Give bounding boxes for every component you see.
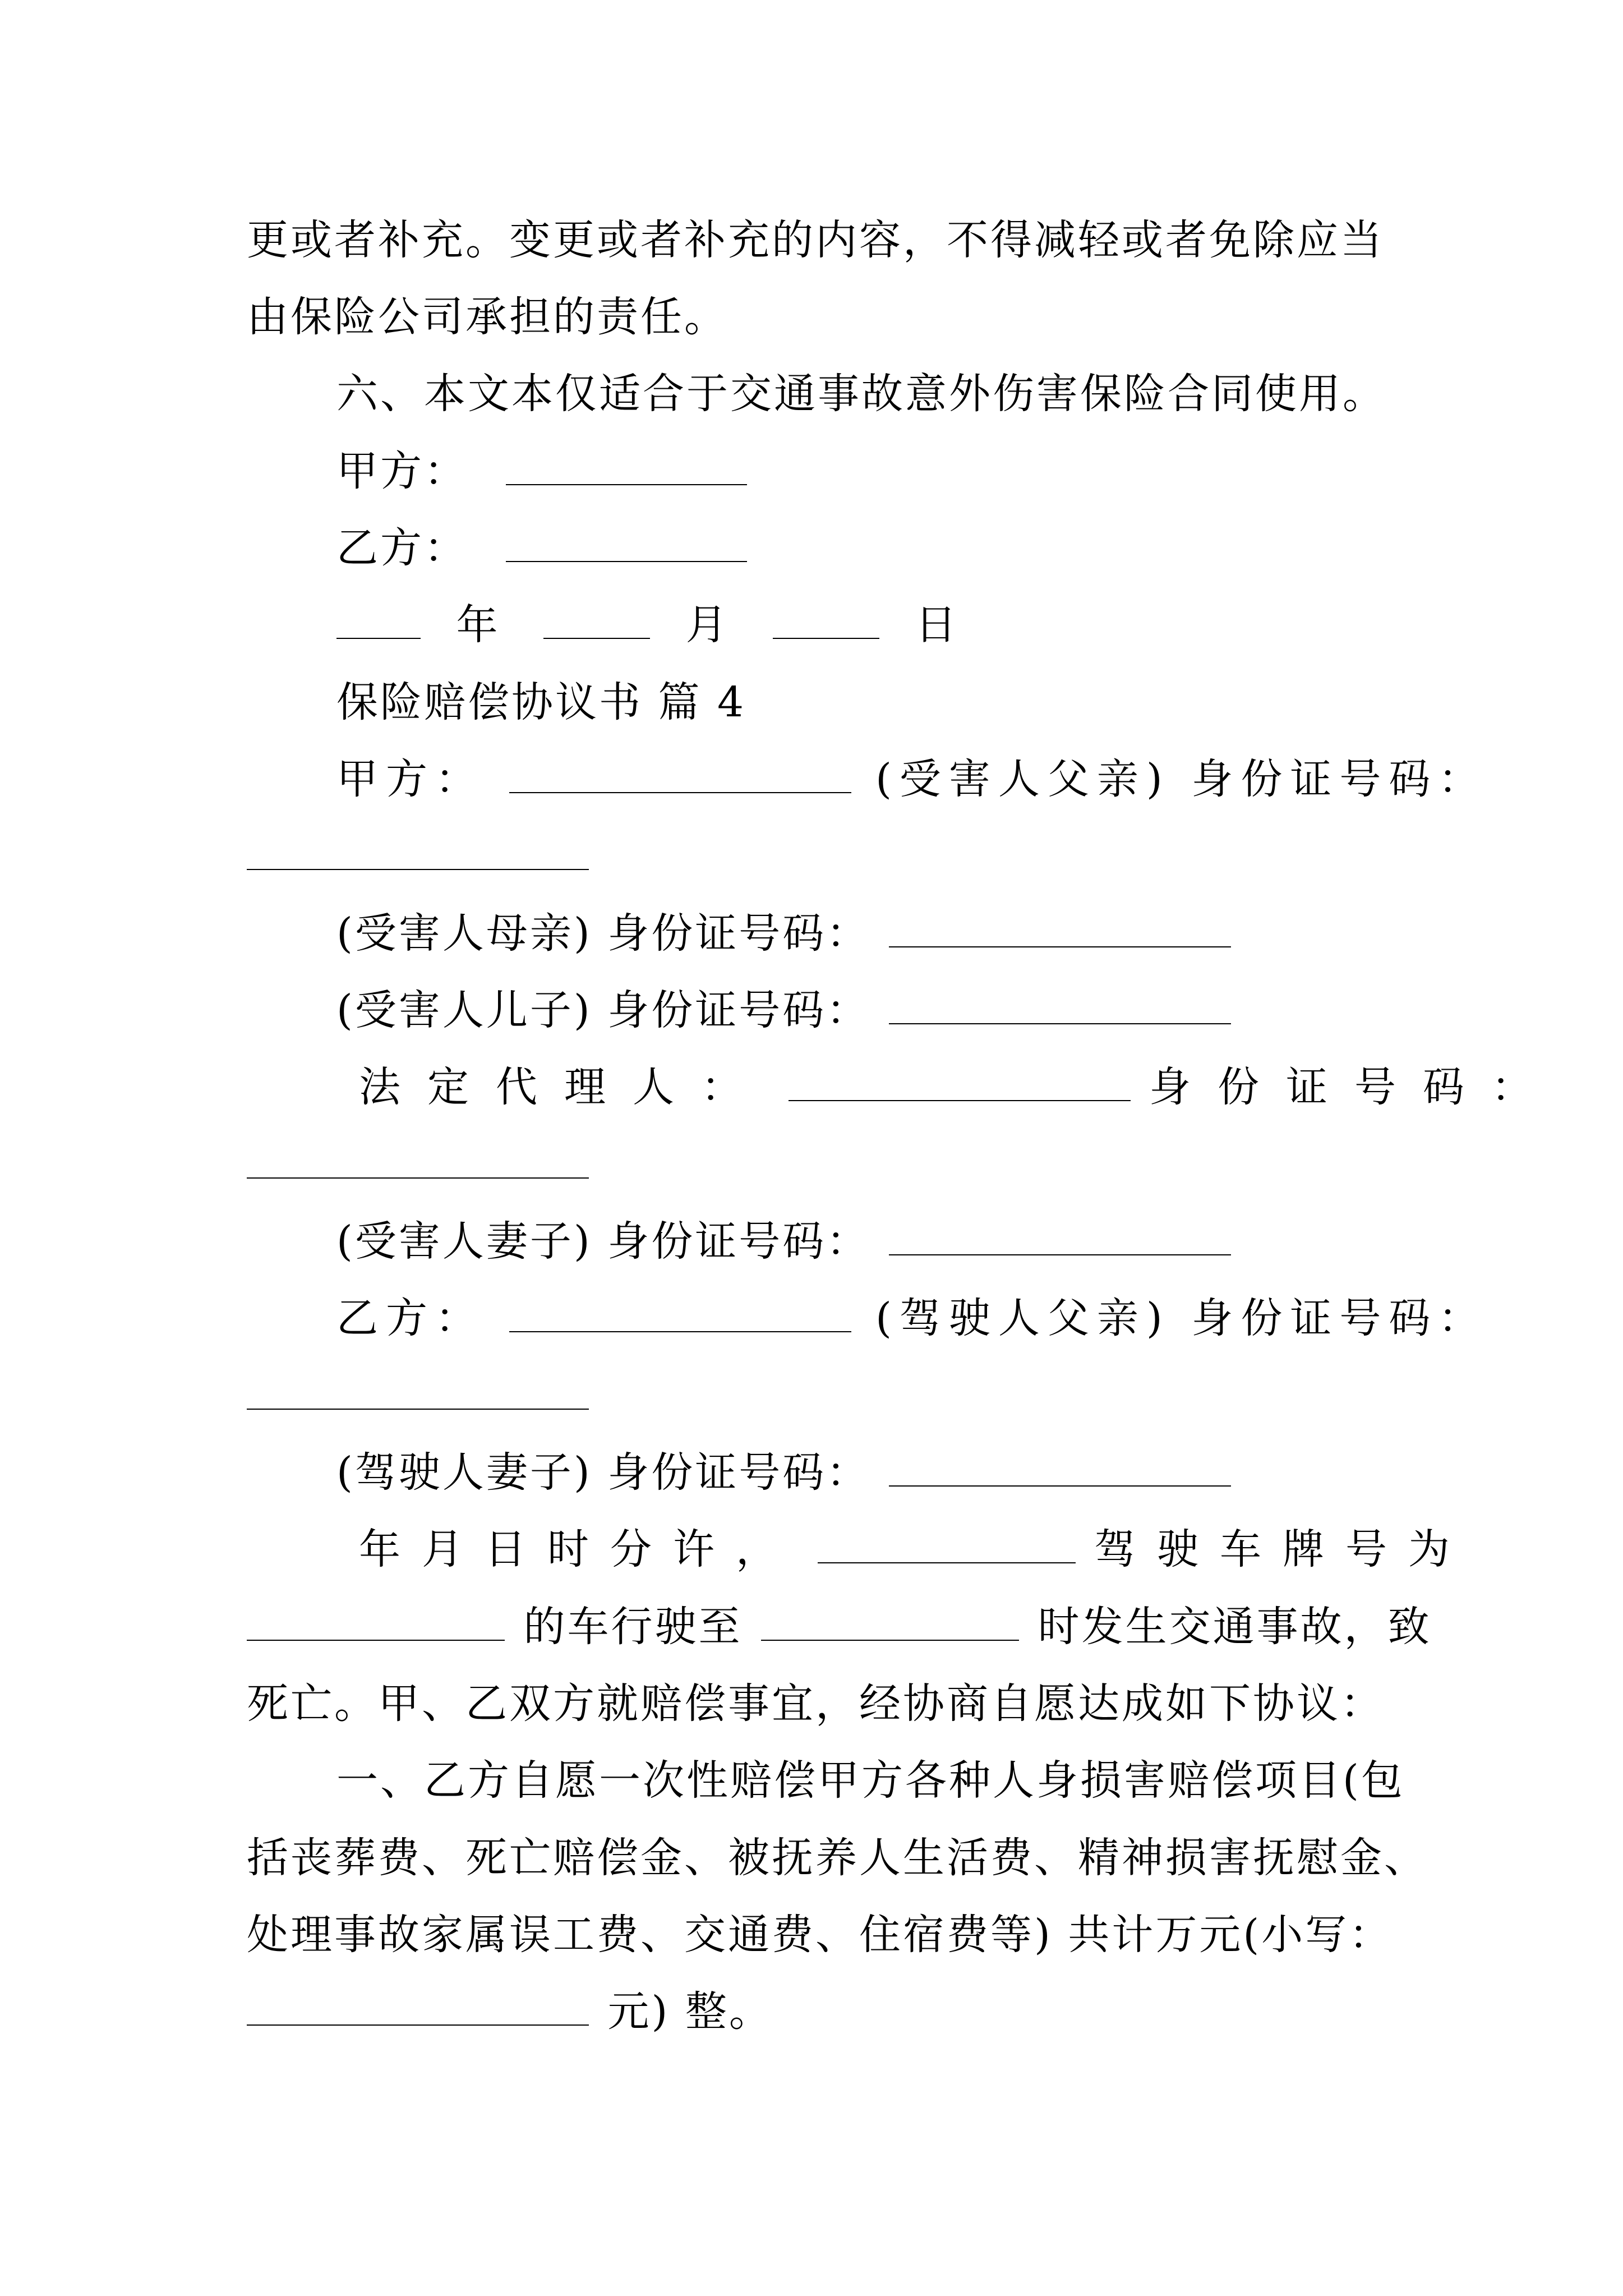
party-a-signature <box>336 443 750 499</box>
party-a-line <box>336 751 1487 807</box>
paragraph-line <box>247 1676 1384 1732</box>
day-label: 日 <box>915 601 959 649</box>
amount-blank <box>247 1987 589 2026</box>
text: 一、乙方自愿一次性赔偿甲方各种人身损害赔偿项目(包 <box>336 1756 1405 1805</box>
party-b-blank <box>506 524 747 562</box>
paragraph-line <box>247 289 728 345</box>
party-a-name-blank <box>509 755 851 793</box>
legal-agent-id-label: 身份证号码： <box>1149 1063 1560 1111</box>
mother-id-blank <box>889 909 1231 947</box>
wife-id-label: (受害人妻子) 身份证号码： <box>336 1217 870 1266</box>
accident-time-line <box>359 1521 1471 1577</box>
son-id-line <box>336 982 1234 1038</box>
paragraph-line <box>247 1830 1428 1886</box>
party-a-label: 甲方： <box>336 755 485 803</box>
mother-id-label: (受害人母亲) 身份证号码： <box>336 909 870 958</box>
legal-agent-line <box>359 1059 1560 1115</box>
party-b-signature <box>336 520 750 576</box>
party-a-label: 甲方： <box>336 447 468 495</box>
date-line <box>336 597 959 653</box>
legal-agent-label: 法定代理人： <box>359 1063 769 1111</box>
text: 元) 整。 <box>607 1987 773 2036</box>
party-b-line <box>336 1290 1487 1346</box>
party-b-name-blank <box>509 1294 851 1332</box>
paragraph-line <box>247 212 1384 268</box>
wife-id-line <box>336 1213 1234 1269</box>
driver-wife-id-line <box>336 1444 1234 1501</box>
id-continuation <box>247 1368 589 1424</box>
month-label: 月 <box>685 601 730 649</box>
mother-id-line <box>336 905 1234 961</box>
accident-time-label: 年月日时分许， <box>359 1525 799 1573</box>
year-label: 年 <box>456 601 500 649</box>
father-id-label: (受害人父亲) 身份证号码： <box>875 755 1488 803</box>
amount-line <box>247 1984 773 2040</box>
text: 死亡。甲、乙双方就赔偿事宜，经协商自愿达成如下协议： <box>247 1680 1384 1728</box>
year-blank <box>336 601 421 639</box>
plate-label: 驾驶车牌号为 <box>1094 1525 1472 1573</box>
driver-wife-id-label: (驾驶人妻子) 身份证号码： <box>336 1448 870 1497</box>
text: 括丧葬费、死亡赔偿金、被抚养人生活费、精神损害抚慰金、 <box>247 1834 1428 1882</box>
driver-father-id-label: (驾驶人父亲) 身份证号码： <box>875 1294 1488 1342</box>
party-b-label: 乙方： <box>336 1294 485 1342</box>
location-blank <box>761 1603 1019 1641</box>
driver-father-id-blank <box>247 1372 589 1410</box>
legal-agent-blank <box>789 1063 1131 1101</box>
party-b-label: 乙方： <box>336 524 468 572</box>
wife-id-blank <box>889 1217 1231 1255</box>
legal-agent-id-blank <box>247 1140 589 1179</box>
section-heading <box>336 674 746 730</box>
son-id-label: (受害人儿子) 身份证号码： <box>336 986 870 1034</box>
month-blank <box>543 601 650 639</box>
driving-to-label: 的车行驶至 <box>523 1603 743 1651</box>
text: 六、本文本仅适合于交通事故意外伤害保险合同使用。 <box>336 370 1386 418</box>
accident-location-line <box>247 1599 1432 1655</box>
clause-six <box>336 366 1386 422</box>
son-id-blank <box>889 986 1231 1024</box>
text: 处理事故家属误工费、交通费、住宿费等) 共计万元(小写： <box>247 1911 1393 1959</box>
id-continuation <box>247 1137 589 1193</box>
plate-blank <box>247 1603 505 1641</box>
accident-result-label: 时发生交通事故，致 <box>1038 1603 1432 1651</box>
id-continuation <box>247 828 589 884</box>
text: 由保险公司承担的责任。 <box>247 293 728 341</box>
day-blank <box>773 601 879 639</box>
accident-time-blank <box>818 1525 1076 1563</box>
driver-wife-id-blank <box>889 1448 1231 1487</box>
heading-text: 保险赔偿协议书 篇 4 <box>336 678 746 726</box>
party-a-blank <box>506 447 747 485</box>
text: 更或者补充。变更或者补充的内容，不得减轻或者免除应当 <box>247 216 1384 264</box>
paragraph-line <box>247 1907 1393 1963</box>
clause-one <box>336 1752 1405 1809</box>
father-id-blank <box>247 832 589 870</box>
